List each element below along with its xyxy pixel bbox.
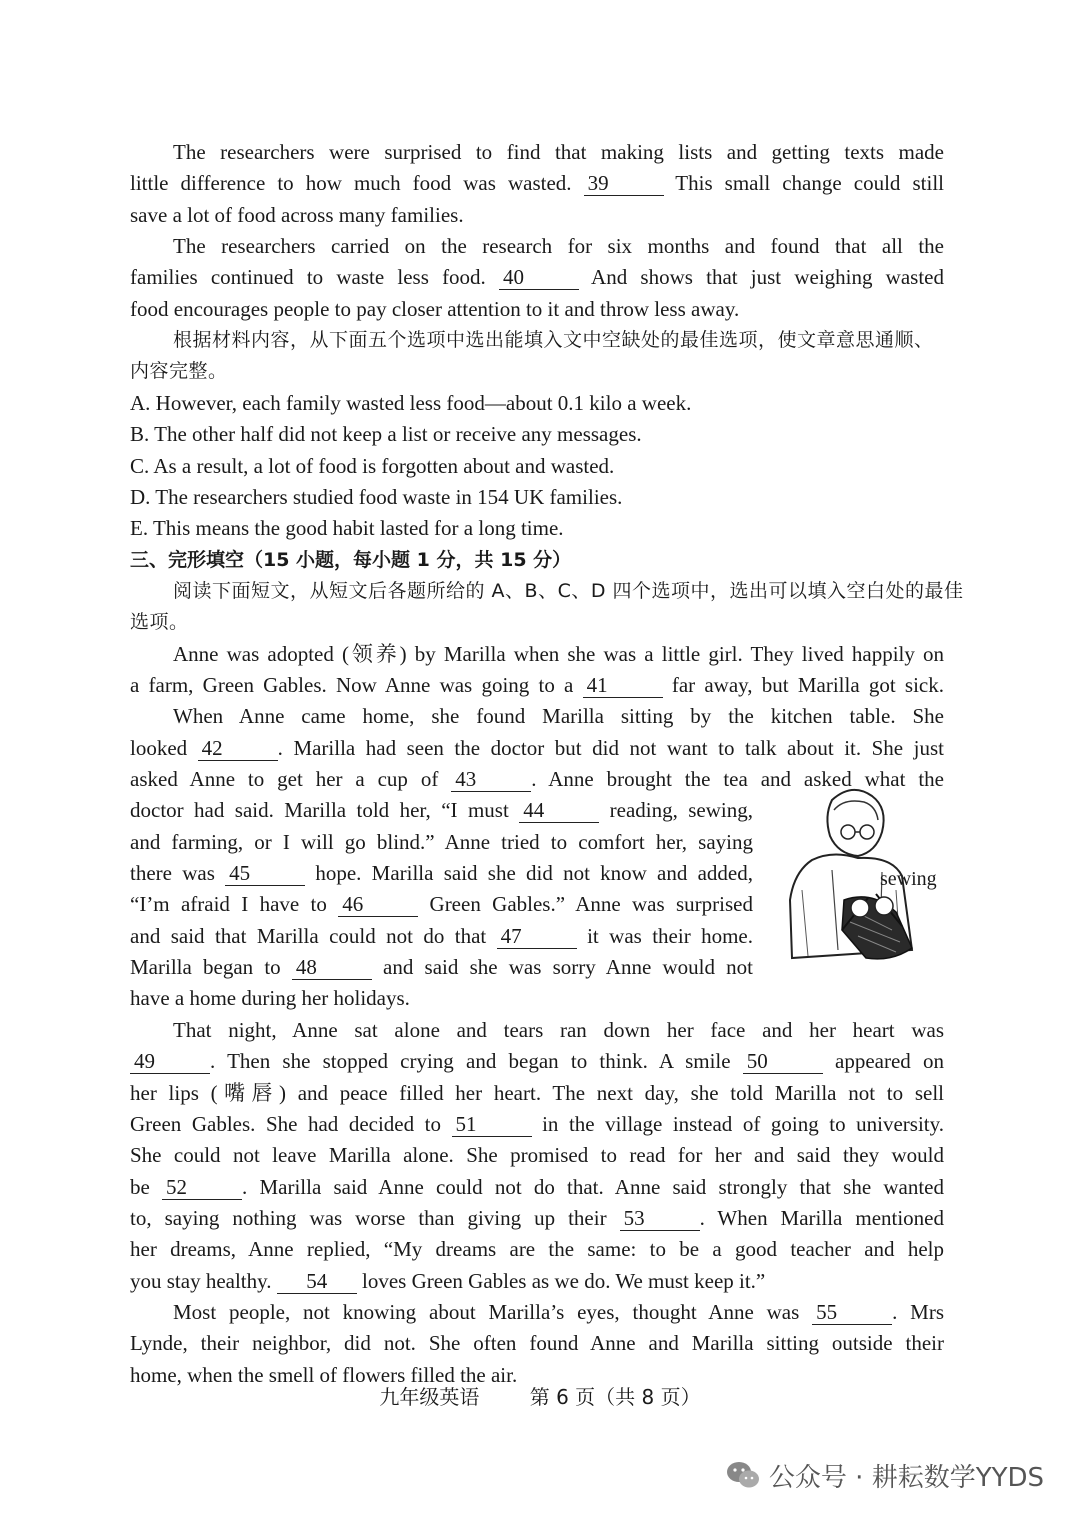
- answer-blank: 50: [743, 1049, 823, 1074]
- line-text: in the village instead of going to university.: [531, 1111, 944, 1136]
- cloze-line: [130, 638, 944, 670]
- cloze-line: [130, 857, 753, 889]
- line-text: and said that Marilla could not do that: [130, 923, 497, 948]
- line-text: . Then she stopped crying and began to think. A smile: [210, 1049, 743, 1074]
- passage-line: [130, 199, 944, 231]
- cloze-line: [130, 1265, 944, 1297]
- answer-blank: 52: [162, 1175, 242, 1200]
- line-text: Green Gables. She had decided to: [130, 1111, 452, 1136]
- cloze-line: [130, 826, 753, 858]
- cloze-line: [130, 669, 944, 701]
- cloze-line: [130, 920, 753, 952]
- passage-line: [130, 261, 944, 293]
- footer-subject: 九年级英语: [379, 1385, 480, 1409]
- cloze-line: [130, 1108, 944, 1140]
- line-text: little difference to how much food was wasted.: [130, 171, 584, 196]
- line-text: be: [130, 1174, 163, 1199]
- line-text: hope. Marilla said she did not know and added,: [305, 861, 753, 886]
- instruction-text: 阅读下面短文，从短文后各题所给的 A、B、C、D 四个选项中，选出可以填入空白处的最佳: [173, 579, 964, 602]
- cloze-line: [130, 888, 753, 920]
- wechat-icon: [725, 1460, 761, 1490]
- answer-blank: 40: [499, 265, 579, 290]
- line-text: doctor had said. Marilla told her, “I must: [130, 798, 520, 823]
- line-text: . Anne brought the tea and asked what the: [531, 767, 944, 791]
- line-text: loves Green Gables as we do. We must keep it.”: [356, 1268, 766, 1293]
- answer-blank: 42: [198, 736, 278, 761]
- line-text: The researchers were surprised to find that making lists and getting texts made: [173, 140, 944, 164]
- section-title: 三、完形填空（15 小题，每小题 1 分，共 15 分）: [130, 548, 572, 571]
- passage-line: [130, 293, 944, 325]
- answer-blank: 53: [620, 1206, 700, 1231]
- cloze-line: [130, 1233, 944, 1265]
- line-text: Anne was adopted (领养) by Marilla when she was a little girl. They lived happily on: [173, 641, 944, 666]
- line-text: When Anne came home, she found Marilla sitting by the kitchen table. She: [173, 704, 944, 729]
- option-item: A. However, each family wasted less food—about 0.1 kilo a week.: [130, 390, 692, 415]
- cloze-line: [130, 1327, 944, 1359]
- passage-line: [130, 136, 944, 168]
- watermark-text: 公众号 · 耕耘数学YYDS: [768, 1462, 1044, 1493]
- instruction-text: 选项。: [130, 611, 189, 634]
- option-item: C. As a result, a lot of food is forgotten about and wasted.: [130, 453, 615, 478]
- cloze-line: [130, 1045, 944, 1077]
- cloze-line: [130, 1077, 944, 1109]
- answer-blank: 46: [338, 892, 418, 917]
- line-text: Green Gables.” Anne was surprised: [418, 892, 753, 917]
- line-text: her lips (嘴唇) and peace filled her heart. The next day, she told Marilla not to sell: [130, 1080, 944, 1105]
- line-text: Marilla began to: [130, 955, 292, 980]
- line-text: food encourages people to pay closer attention to it and throw less away.: [130, 296, 740, 321]
- option-item: B. The other half did not keep a list or receive any messages.: [130, 422, 642, 447]
- answer-blank: 44: [519, 798, 599, 823]
- illustration-label: sewing: [880, 868, 937, 890]
- line-text: there was: [130, 861, 226, 886]
- cloze-line: [130, 1139, 944, 1171]
- line-text: and said she was sorry Anne would not: [371, 955, 753, 980]
- footer-page-number: 第 6 页（共 8 页）: [529, 1385, 701, 1409]
- line-text: The researchers carried on the research for six months and found that all the: [173, 234, 944, 259]
- line-text: save a lot of food across many families.: [130, 202, 464, 227]
- watermark: [725, 1455, 1044, 1495]
- line-text: That night, Anne sat alone and tears ran down her face and her heart was: [173, 1017, 944, 1042]
- line-text: This small change could still: [663, 171, 944, 196]
- answer-blank: 51: [452, 1112, 532, 1137]
- cloze-line: [130, 700, 944, 732]
- page-footer: [0, 1381, 1080, 1410]
- answer-blank: 55: [812, 1300, 892, 1325]
- cloze-line: [130, 1171, 944, 1203]
- cloze-line: [130, 982, 944, 1014]
- line-text: far away, but Marilla got sick.: [662, 672, 944, 697]
- line-text: to, saying nothing was worse than giving up their: [130, 1205, 620, 1230]
- line-text: . Marilla had seen the doctor but did not want to talk about it. She just: [277, 735, 944, 760]
- cloze-line: [130, 1202, 944, 1234]
- cloze-line: [130, 794, 753, 826]
- line-text: asked Anne to get her a cup of: [130, 767, 452, 791]
- line-text: She could not leave Marilla alone. She promised to read for her and said they would: [130, 1143, 944, 1168]
- answer-blank: 39: [584, 171, 664, 196]
- cloze-line: [130, 1014, 944, 1046]
- instruction-text: 根据材料内容，从下面五个选项中选出能填入文中空缺处的最佳选项，使文章意思通顺、: [173, 329, 934, 352]
- cloze-line: [130, 1296, 944, 1328]
- line-text: Most people, not knowing about Marilla’s eyes, thought Anne was: [173, 1299, 813, 1324]
- line-text: and farming, or I will go blind.” Anne tried to comfort her, saying: [130, 829, 753, 854]
- option-item: E. This means the good habit lasted for a long time.: [130, 516, 564, 541]
- answer-blank: 48: [292, 955, 372, 980]
- line-text: home, when the smell of flowers filled the air.: [130, 1362, 518, 1387]
- line-text: “I’m afraid I have to: [130, 892, 339, 917]
- answer-blank: 47: [497, 924, 577, 949]
- passage-line: [130, 167, 944, 199]
- line-text: . Mrs: [892, 1299, 944, 1324]
- line-text: appeared on: [822, 1049, 944, 1074]
- line-text: a farm, Green Gables. Now Anne was going to a: [130, 672, 583, 697]
- answer-blank: 45: [225, 861, 305, 886]
- line-text: it was their home.: [576, 923, 754, 948]
- line-text: looked: [130, 735, 198, 760]
- line-text: you stay healthy.: [130, 1268, 277, 1293]
- instruction-text: 内容完整。: [130, 360, 228, 383]
- answer-blank: 49: [130, 1049, 210, 1074]
- line-text: have a home during her holidays.: [130, 986, 410, 1011]
- line-text: reading, sewing,: [599, 798, 754, 823]
- answer-blank: 43: [451, 767, 531, 792]
- line-text: her dreams, Anne replied, “My dreams are the same: to be a good teacher and help: [130, 1237, 944, 1262]
- cloze-line: [130, 951, 753, 983]
- line-text: . Marilla said Anne could not do that. Anne said strongly that she wanted: [242, 1174, 944, 1199]
- answer-blank: 41: [583, 673, 663, 698]
- line-text: And shows that just weighing wasted: [579, 265, 944, 290]
- cloze-line: [130, 732, 944, 764]
- line-text: families continued to waste less food.: [130, 265, 500, 290]
- passage-line: [130, 230, 944, 262]
- answer-blank: 54: [277, 1269, 357, 1294]
- option-item: D. The researchers studied food waste in 154 UK families.: [130, 484, 623, 509]
- line-text: Lynde, their neighbor, did not. She often found Anne and Marilla sitting outside their: [130, 1331, 944, 1356]
- line-text: . When Marilla mentioned: [699, 1205, 945, 1230]
